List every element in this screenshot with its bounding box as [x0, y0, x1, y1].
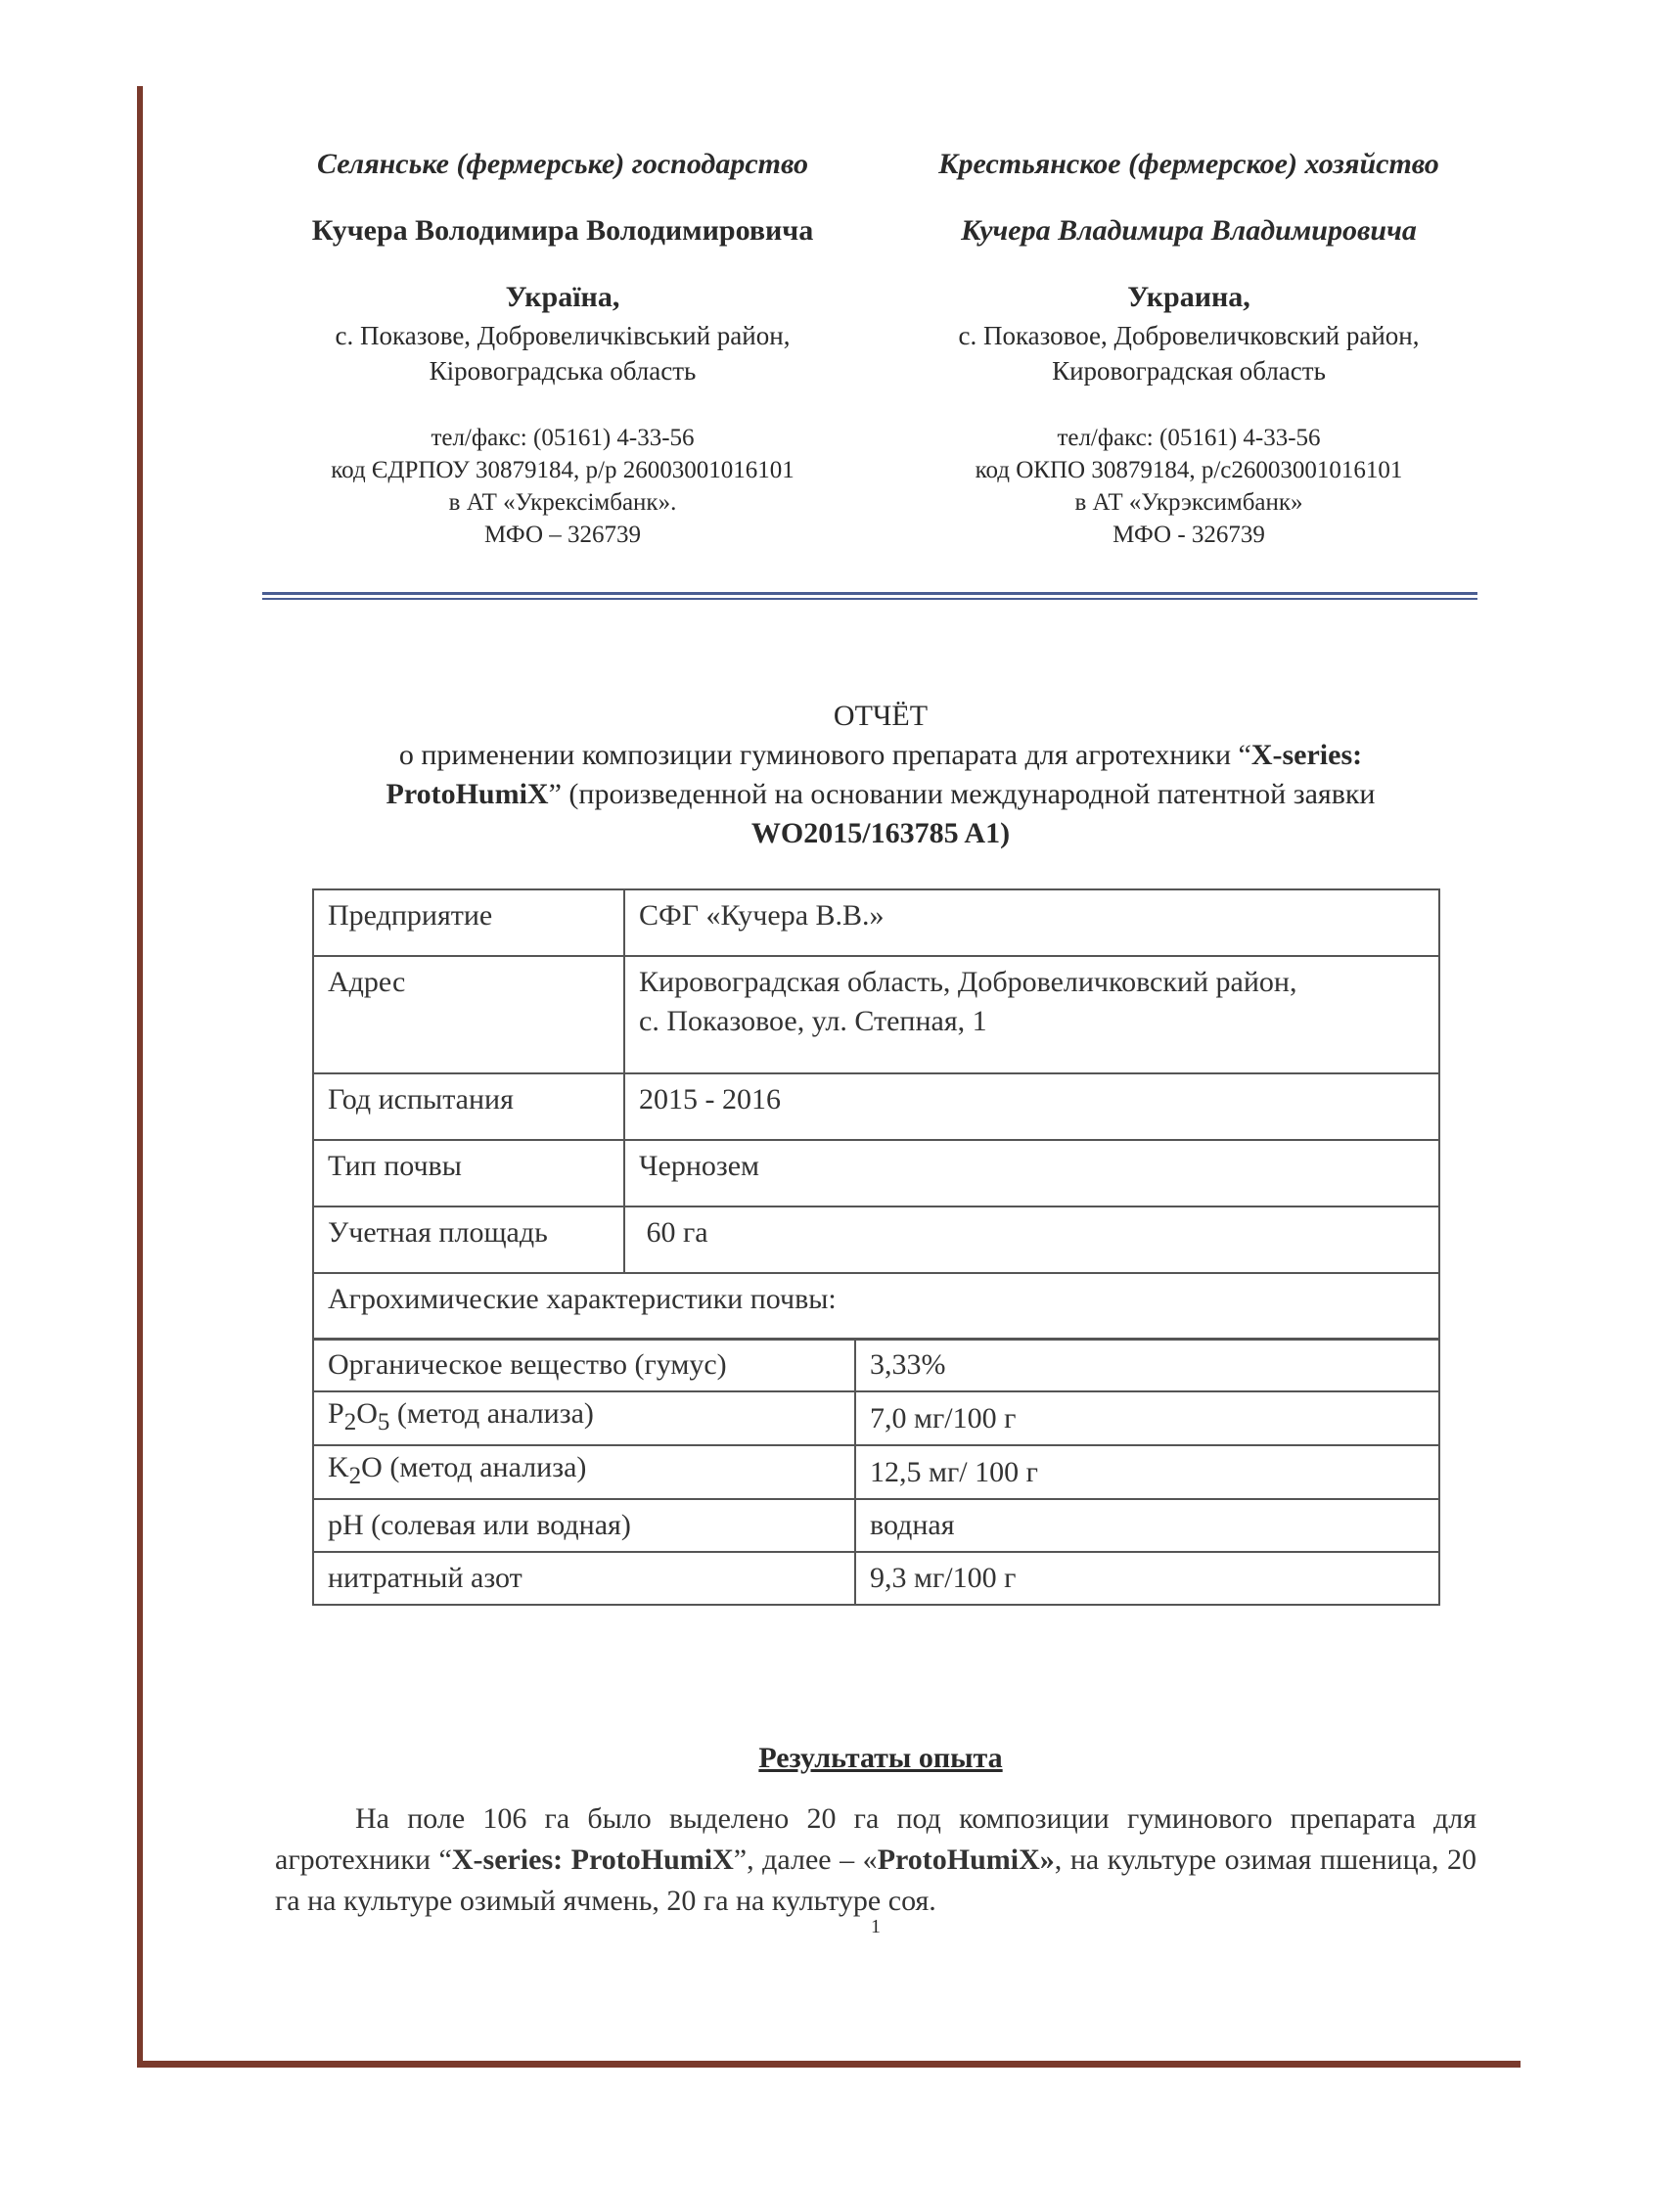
mfo: МФО – 326739 — [483, 522, 641, 548]
country: Україна, — [505, 281, 620, 313]
address-line: с. Показове, Добровеличківський район, — [335, 321, 791, 350]
scan-edge-bottom — [137, 2061, 1521, 2068]
cell-value: 60 га — [624, 1206, 1439, 1273]
contacts — [264, 422, 861, 551]
cell-label: нитратный азот — [313, 1552, 855, 1605]
page-number: 1 — [871, 1916, 881, 1937]
cell-label: $K_2O$ (метод анализа) — [313, 1445, 855, 1499]
cell-value: 7,0 мг/100 г — [855, 1391, 1439, 1445]
table-row — [313, 889, 1439, 956]
owner-name: Кучера Владимира Владимировича — [961, 214, 1417, 247]
contacts — [890, 422, 1487, 551]
cell-label: Органическое вещество (гумус) — [313, 1339, 855, 1391]
cell-label: Адрес — [313, 956, 624, 1073]
phone: тел/факс: (05161) 4-33-56 — [1057, 425, 1321, 451]
cell-label: Тип почвы — [313, 1140, 624, 1206]
enterprise-info-table — [312, 888, 1440, 1341]
cell-label: Учетная площадь — [313, 1206, 624, 1273]
table-row — [313, 1499, 1439, 1552]
agrochem-heading: Агрохимические характеристики почвы: — [313, 1273, 1439, 1340]
cell-label: $P_2O_5$ (метод анализа) — [313, 1391, 855, 1445]
letterhead-ukrainian — [264, 142, 861, 551]
table-row — [313, 1339, 1439, 1391]
results-paragraph: На поле 106 га было выделено 20 га под композиции гуминового препарата для агротехники “X-series: ProtoHumiX”, далее – «ProtoHumiX», на культуре озимая пшеница, 20 га на культуре озимый ячмень, 20 га на культуре соя. — [275, 1802, 1477, 1917]
product-name: X-series: ProtoHumiX — [386, 739, 1363, 810]
cell-value: 3,33% — [855, 1339, 1439, 1391]
soil-chemistry-table — [312, 1338, 1440, 1606]
report-heading: ОТЧЁТ — [833, 700, 929, 732]
letterhead-russian — [890, 142, 1487, 551]
org-type: Крестьянское (фермерское) хозяйство — [938, 148, 1439, 180]
company-codes: код ОКПО 30879184, р/с26003001016101 — [975, 457, 1403, 483]
cell-value: Чернозем — [624, 1140, 1439, 1206]
address-region: Кіровоградська область — [429, 356, 697, 386]
table-row — [313, 1140, 1439, 1206]
address-line: с. Показовое, Добровеличковский район, — [958, 321, 1420, 350]
table-row — [313, 956, 1439, 1073]
cell-label: pH (солевая или водная) — [313, 1499, 855, 1552]
cell-value: СФГ «Кучера В.В.» — [624, 889, 1439, 956]
address-region: Кировоградская область — [1052, 356, 1326, 386]
cell-label: Год испытания — [313, 1073, 624, 1140]
bank: в АТ «Укрексімбанк». — [448, 489, 677, 516]
bank: в АТ «Укрэксимбанк» — [1074, 489, 1303, 516]
scan-edge-left — [137, 86, 143, 2067]
report-subtitle: о применении композиции гуминового препарата для агротехники “X-series: ProtoHumiX” (произведенной на основании международной патентной заявки WO2015/163785 A1) — [386, 739, 1376, 849]
cell-value: водная — [855, 1499, 1439, 1552]
patent-number: WO2015/163785 A1) — [750, 817, 1011, 849]
phone: тел/факс: (05161) 4-33-56 — [431, 425, 695, 451]
table-row — [313, 1445, 1439, 1499]
table-row — [313, 1552, 1439, 1605]
org-type: Селянське (фермерське) господарство — [317, 148, 808, 180]
cell-label: Предприятие — [313, 889, 624, 956]
country: Украина, — [1127, 281, 1250, 313]
cell-value: 12,5 мг/ 100 г — [855, 1445, 1439, 1499]
company-codes: код ЄДРПОУ 30879184, р/р 26003001016101 — [331, 457, 795, 483]
report-title — [313, 697, 1448, 853]
table-row — [313, 1073, 1439, 1140]
cell-value: 9,3 мг/100 г — [855, 1552, 1439, 1605]
table-row — [313, 1391, 1439, 1445]
cell-value: 2015 - 2016 — [624, 1073, 1439, 1140]
owner-name: Кучера Володимира Володимировича — [311, 214, 814, 247]
table-row — [313, 1206, 1439, 1273]
mfo: МФО - 326739 — [1112, 522, 1265, 548]
cell-value: Кировоградская область, Добровеличковский район, с. Показовое, ул. Степная, 1 — [624, 956, 1439, 1073]
table-row — [313, 1273, 1439, 1340]
results-title: Результаты опыта — [758, 1742, 1003, 1774]
header-divider — [262, 592, 1477, 600]
letterhead — [264, 142, 1487, 551]
